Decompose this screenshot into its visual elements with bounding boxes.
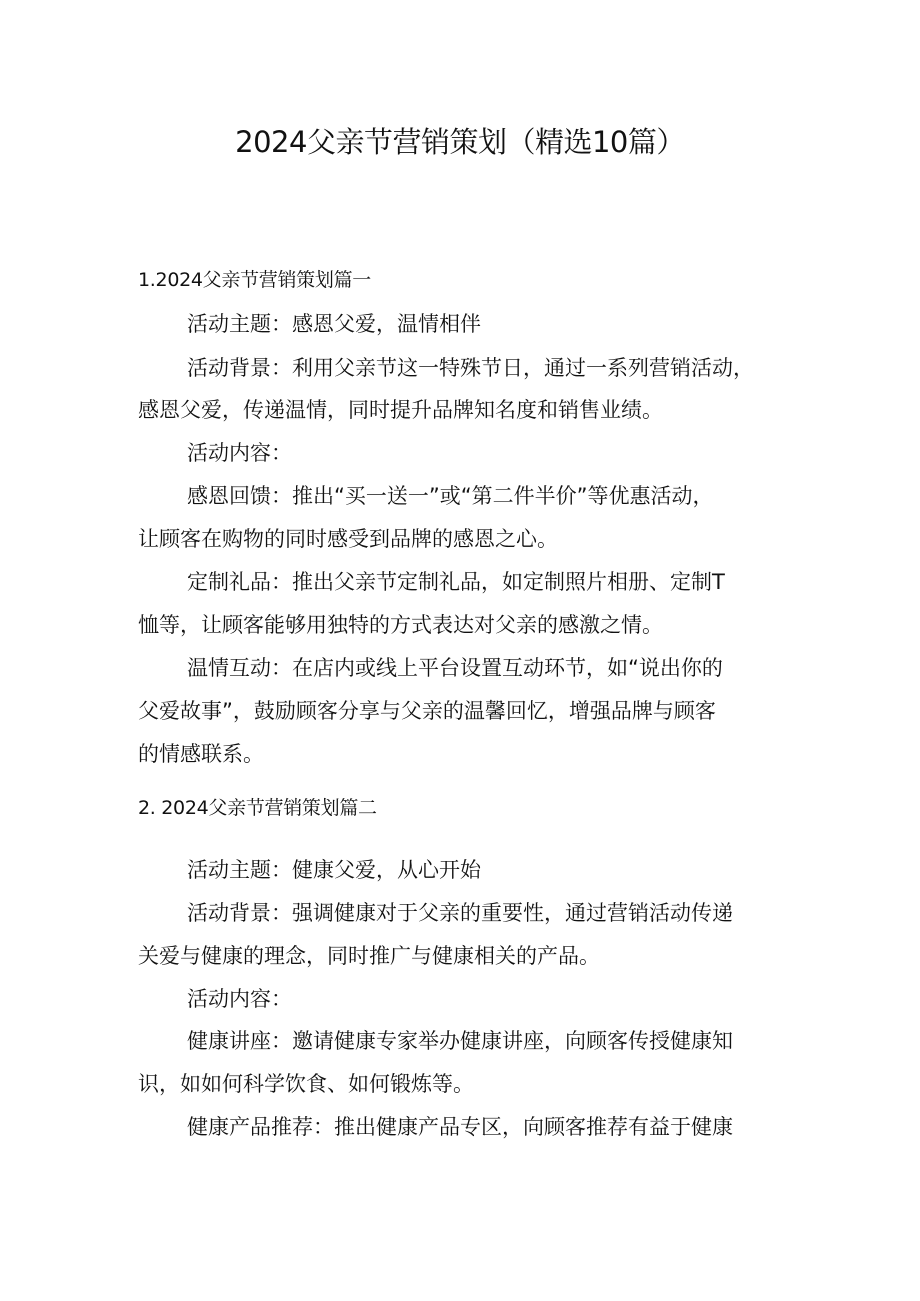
document-title: 2024父亲节营销策划（精选10篇） — [235, 125, 685, 159]
paragraph-line: 温情互动：在店内或线上平台设置互动环节，如“说出你的 — [187, 656, 723, 680]
paragraph-line: 恤等，让顾客能够用独特的方式表达对父亲的感激之情。 — [138, 613, 663, 637]
paragraph-line: 活动主题：健康父爱，从心开始 — [187, 858, 481, 882]
paragraph-line: 让顾客在购物的同时感受到品牌的感恩之心。 — [138, 527, 558, 551]
paragraph-line: 活动背景：利用父亲节这一特殊节日，通过一系列营销活动， — [187, 356, 754, 380]
section-heading-2: 2. 2024父亲节营销策划篇二 — [138, 797, 377, 819]
paragraph-line: 活动内容： — [187, 441, 292, 465]
paragraph-line: 识，如如何科学饮食、如何锻炼等。 — [138, 1072, 474, 1096]
paragraph-line: 的情感联系。 — [138, 742, 264, 766]
paragraph-line: 感恩回馈：推出“买一送一”或“第二件半价”等优惠活动， — [187, 484, 714, 508]
paragraph-line: 健康讲座：邀请健康专家举办健康讲座，向顾客传授健康知 — [187, 1029, 733, 1053]
section-heading-1: 1.2024父亲节营销策划篇一 — [138, 269, 371, 291]
paragraph-line: 活动主题：感恩父爱，温情相伴 — [187, 312, 481, 336]
paragraph-line: 感恩父爱，传递温情，同时提升品牌知名度和销售业绩。 — [138, 398, 663, 422]
paragraph-line: 父爱故事”，鼓励顾客分享与父亲的温馨回忆，增强品牌与顾客 — [138, 699, 716, 723]
paragraph-line: 关爱与健康的理念，同时推广与健康相关的产品。 — [138, 944, 600, 968]
paragraph-line: 活动背景：强调健康对于父亲的重要性，通过营销活动传递 — [187, 901, 733, 925]
paragraph-line: 活动内容： — [187, 987, 292, 1011]
paragraph-line: 定制礼品：推出父亲节定制礼品，如定制照片相册、定制T — [187, 570, 725, 594]
paragraph-line: 健康产品推荐：推出健康产品专区，向顾客推荐有益于健康 — [187, 1115, 733, 1139]
